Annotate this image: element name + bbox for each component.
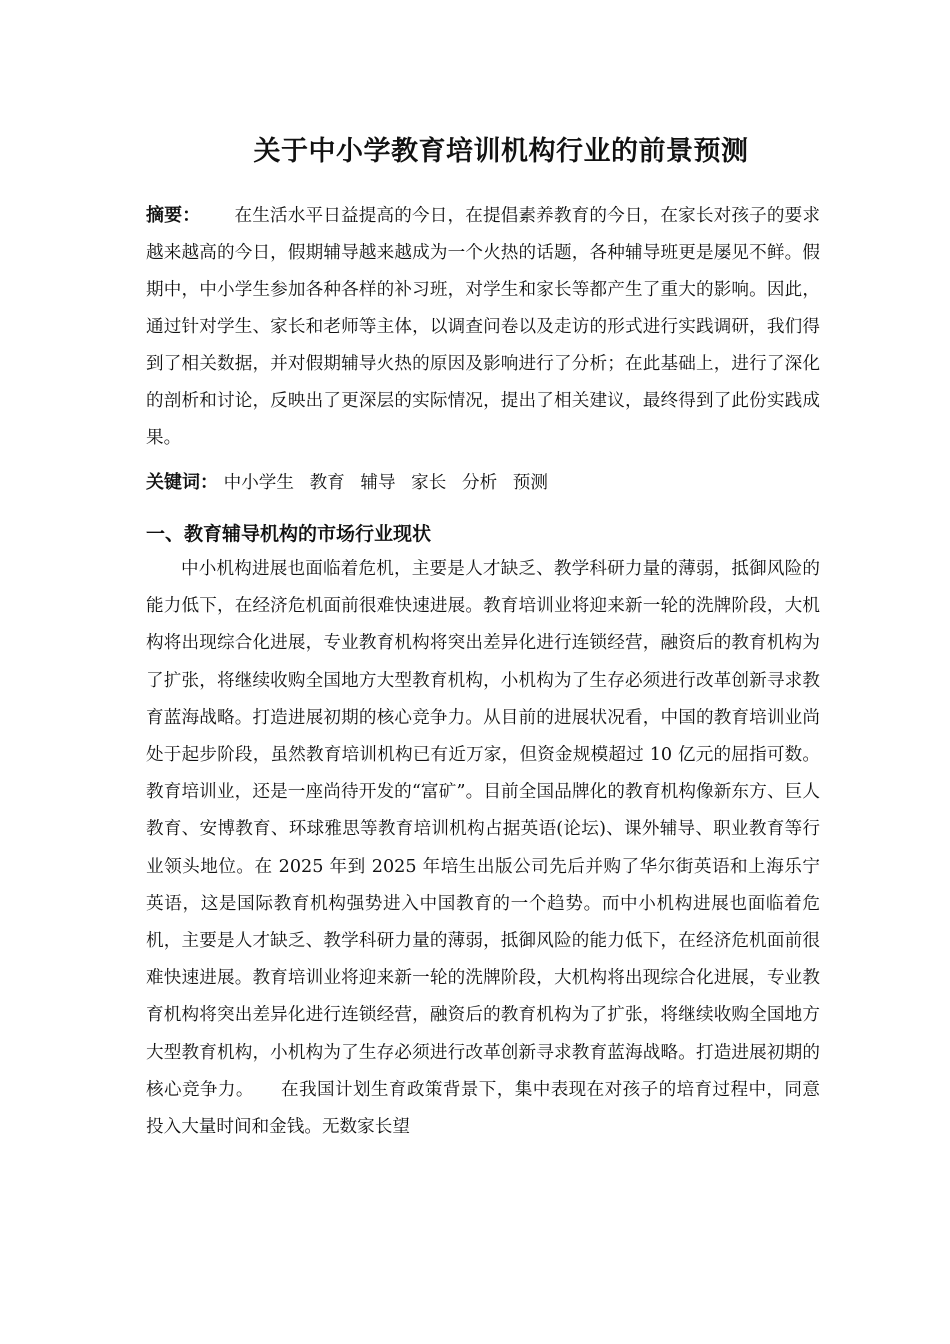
keyword-item: 预测 (512, 473, 548, 493)
document-content (146, 197, 820, 1146)
keyword-item: 教育 (309, 473, 345, 493)
document-title: 关于中小学教育培训机构行业的前景预测 (253, 136, 749, 167)
keywords-line (146, 465, 820, 501)
keyword-item: 中小学生 (223, 473, 294, 493)
keywords-label: 关键词： (146, 472, 218, 493)
body-paragraph: 中小机构进展也面临着危机，主要是人才缺乏、教学科研力量的薄弱，抵御风险的能力低下，在经济危机面前很难快速进展。教育培训业将迎来新一轮的洗牌阶段，大机构将出现综合化进展，专业教育机构将突出差异化进行连锁经营，融资后的教育机构为了扩张，将继续收购全国地方大型教育机构，小机构为了生存必须进行改革创新寻求教育蓝海战略。打造进展初期的核心竞争力。从目前的进展状况看，中国的教育培训业尚处于起步阶段，虽然教育培训机构已有近万家，但资金规模超过 10 亿元的屈指可数。教育培训业，还是一座尚待开发的“富矿”。目前全国品牌化的教育机构像新东方、巨人教育、安博教育、环球雅思等教育培训机构占据英语(论坛)、课外辅导、职业教育等行业领头地位。在 2025 年到 2025 年培生出版公司先后并购了华尔街英语和上海乐宁英语，这是国际教育机构强势进入中国教育的一个趋势。而中小机构进展也面临着危机，主要是人才缺乏、教学科研力量的薄弱，抵御风险的能力低下，在经济危机面前很难快速进展。教育培训业将迎来新一轮的洗牌阶段，大机构将出现综合化进展，专业教育机构将突出差异化进行连锁经营，融资后的教育机构为了扩张，将继续收购全国地方大型教育机构，小机构为了生存必须进行改革创新寻求教育蓝海战略。打造进展初期的核心竞争力。 在我国计划生育政策背景下，集中表现在对孩子的培育过程中，同意投入大量时间和金钱。无数家长望 (146, 559, 820, 1138)
abstract-paragraph (146, 197, 820, 457)
abstract-text: 在生活水平日益提高的今日，在提倡素养教育的今日，在家长对孩子的要求越来越高的今日，假期辅导越来越成为一个火热的话题，各种辅导班更是屡见不鲜。假期中，中小学生参加各种各样的补习班，对学生和家长等都产生了重大的影响。因此，通过针对学生、家长和老师等主体，以调查问卷以及走访的形式进行实践调研，我们得到了相关数据，并对假期辅导火热的原因及影响进行了分析；在此基础上，进行了深化的剖析和讨论，反映出了更深层的实际情况，提出了相关建议，最终得到了此份实践成果。 (146, 206, 820, 448)
section-heading: 一、教育辅导机构的市场行业现状 (146, 523, 432, 545)
keyword-item: 辅导 (360, 473, 396, 493)
keyword-item: 分析 (461, 473, 498, 493)
keyword-item: 家长 (411, 473, 447, 493)
abstract-label: 摘要： (146, 205, 201, 226)
